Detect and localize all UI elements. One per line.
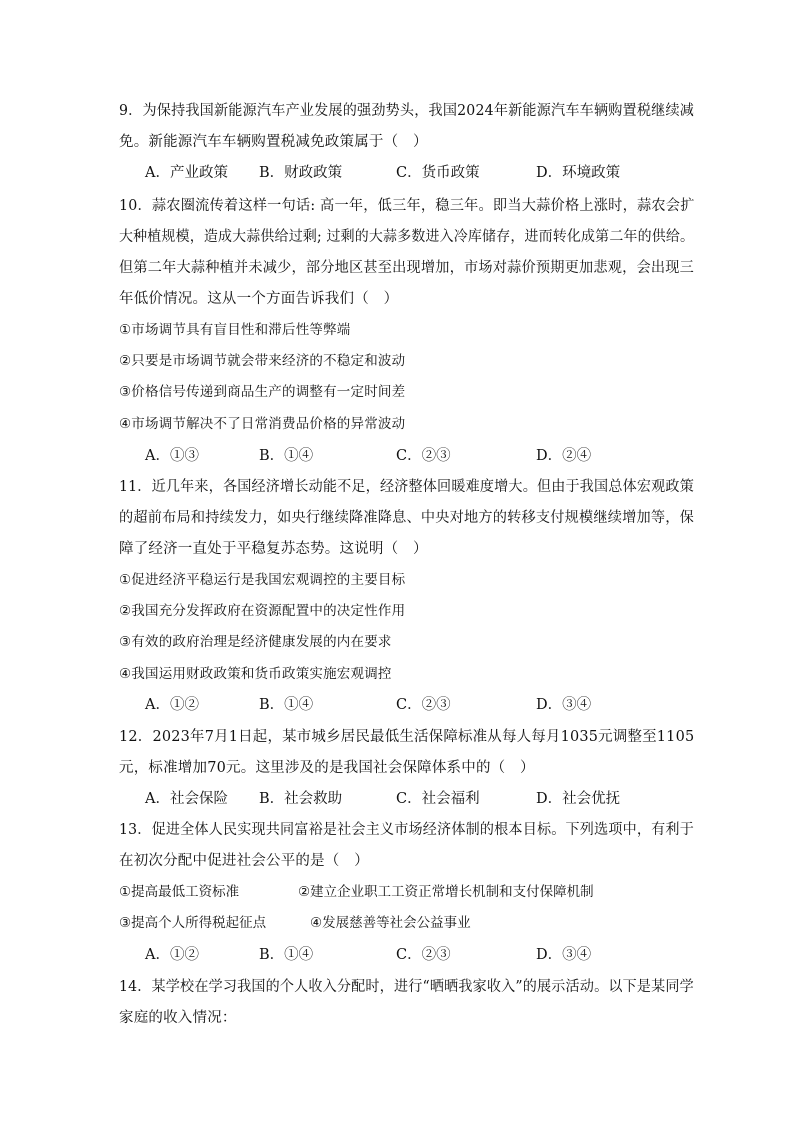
question-10-option-c[interactable]: C．②③ bbox=[396, 448, 451, 464]
question-9-stem-line-2: 免。新能源汽车车辆购置税减免政策属于（ ） bbox=[119, 134, 428, 150]
question-12-stem-line-1: 12．2023年7月1日起，某市城乡居民最低生活保障标准从每人每月1035元调整至1105 bbox=[119, 729, 695, 745]
question-13-statement-4: ④发展慈善等社会公益事业 bbox=[310, 915, 471, 931]
question-13-statement-3: ③提高个人所得税起征点 bbox=[119, 915, 267, 931]
question-9-stem-line-1: 9．为保持我国新能源汽车产业发展的强劲势头，我国2024年新能源汽车车辆购置税继续减 bbox=[119, 103, 695, 119]
question-11-statement-2: ②我国充分发挥政府在资源配置中的决定性作用 bbox=[119, 603, 406, 619]
question-10-stem-line-1: 10．蒜农圈流传着这样一句话: 高一年，低三年，稳三年。即当大蒜价格上涨时，蒜农会扩 bbox=[119, 198, 695, 214]
question-10-statement-2: ②只要是市场调节就会带来经济的不稳定和波动 bbox=[119, 353, 406, 369]
question-11-statement-3: ③有效的政府治理是经济健康发展的内在要求 bbox=[119, 634, 392, 650]
question-13-option-c[interactable]: C．②③ bbox=[396, 947, 451, 963]
question-12-option-c[interactable]: C．社会福利 bbox=[396, 791, 480, 807]
question-9-option-b[interactable]: B．财政政策 bbox=[259, 165, 343, 181]
question-13-stem-line-2: 在初次分配中促进社会公平的是（ ） bbox=[119, 853, 369, 869]
question-10-option-a[interactable]: A．①③ bbox=[145, 448, 199, 464]
question-13-option-b[interactable]: B．①④ bbox=[259, 947, 314, 963]
question-12-option-b[interactable]: B．社会救助 bbox=[259, 791, 343, 807]
question-12-stem-line-2: 元，标准增加70元。这里涉及的是我国社会保障体系中的（ ） bbox=[119, 760, 535, 776]
question-10-statement-3: ③价格信号传递到商品生产的调整有一定时间差 bbox=[119, 384, 406, 400]
question-11-stem-line-3: 障了经济一直处于平稳复苏态势。这说明（ ） bbox=[119, 541, 428, 557]
question-11-statement-1: ①促进经济平稳运行是我国宏观调控的主要目标 bbox=[119, 572, 406, 588]
question-11-stem-line-1: 11．近几年来，各国经济增长动能不足，经济整体回暖难度增大。但由于我国总体宏观政策 bbox=[119, 479, 694, 495]
question-13-statement-1: ①提高最低工资标准 bbox=[119, 884, 240, 900]
question-9-option-c[interactable]: C．货币政策 bbox=[396, 165, 480, 181]
question-10-stem-line-2: 大种植规模，造成大蒜供给过剩; 过剩的大蒜多数进入冷库储存，进而转化成第二年的供给。 bbox=[119, 229, 695, 245]
question-14-stem-line-1: 14．某学校在学习我国的个人收入分配时，进行“晒晒我家收入”的展示活动。以下是某同学 bbox=[119, 979, 694, 995]
question-11-stem-line-2: 的超前布局和持续发力，如央行继续降准降息、中央对地方的转移支付规模继续增加等，保 bbox=[119, 510, 695, 526]
question-12-option-d[interactable]: D．社会优抚 bbox=[536, 791, 621, 807]
question-14-stem-line-2: 家庭的收入情况： bbox=[119, 1010, 237, 1026]
question-9-option-a[interactable]: A．产业政策 bbox=[145, 165, 228, 181]
question-10-option-b[interactable]: B．①④ bbox=[259, 448, 314, 464]
question-9-option-d[interactable]: D．环境政策 bbox=[536, 165, 621, 181]
question-10-option-d[interactable]: D．②④ bbox=[536, 448, 592, 464]
question-13-option-a[interactable]: A．①② bbox=[145, 947, 199, 963]
question-11-option-c[interactable]: C．②③ bbox=[396, 697, 451, 713]
question-11-option-b[interactable]: B．①④ bbox=[259, 697, 314, 713]
question-11-statement-4: ④我国运用财政政策和货币政策实施宏观调控 bbox=[119, 666, 392, 682]
question-13-statement-2: ②建立企业职工工资正常增长机制和支付保障机制 bbox=[298, 884, 594, 900]
question-12-option-a[interactable]: A．社会保险 bbox=[145, 791, 228, 807]
question-10-stem-line-3: 但第二年大蒜种植并未减少，部分地区甚至出现增加，市场对蒜价预期更加悲观，会出现三 bbox=[119, 260, 695, 276]
question-10-stem-line-4: 年低价情况。这从一个方面告诉我们（ ） bbox=[119, 291, 399, 307]
question-10-statement-1: ①市场调节具有盲目性和滞后性等弊端 bbox=[119, 322, 351, 338]
question-11-option-d[interactable]: D．③④ bbox=[536, 697, 592, 713]
question-10-statement-4: ④市场调节解决不了日常消费品价格的异常波动 bbox=[119, 416, 406, 432]
question-13-stem-line-1: 13．促进全体人民实现共同富裕是社会主义市场经济体制的根本目标。下列选项中，有利于 bbox=[119, 822, 694, 838]
question-11-option-a[interactable]: A．①② bbox=[145, 697, 199, 713]
question-13-option-d[interactable]: D．③④ bbox=[536, 947, 592, 963]
